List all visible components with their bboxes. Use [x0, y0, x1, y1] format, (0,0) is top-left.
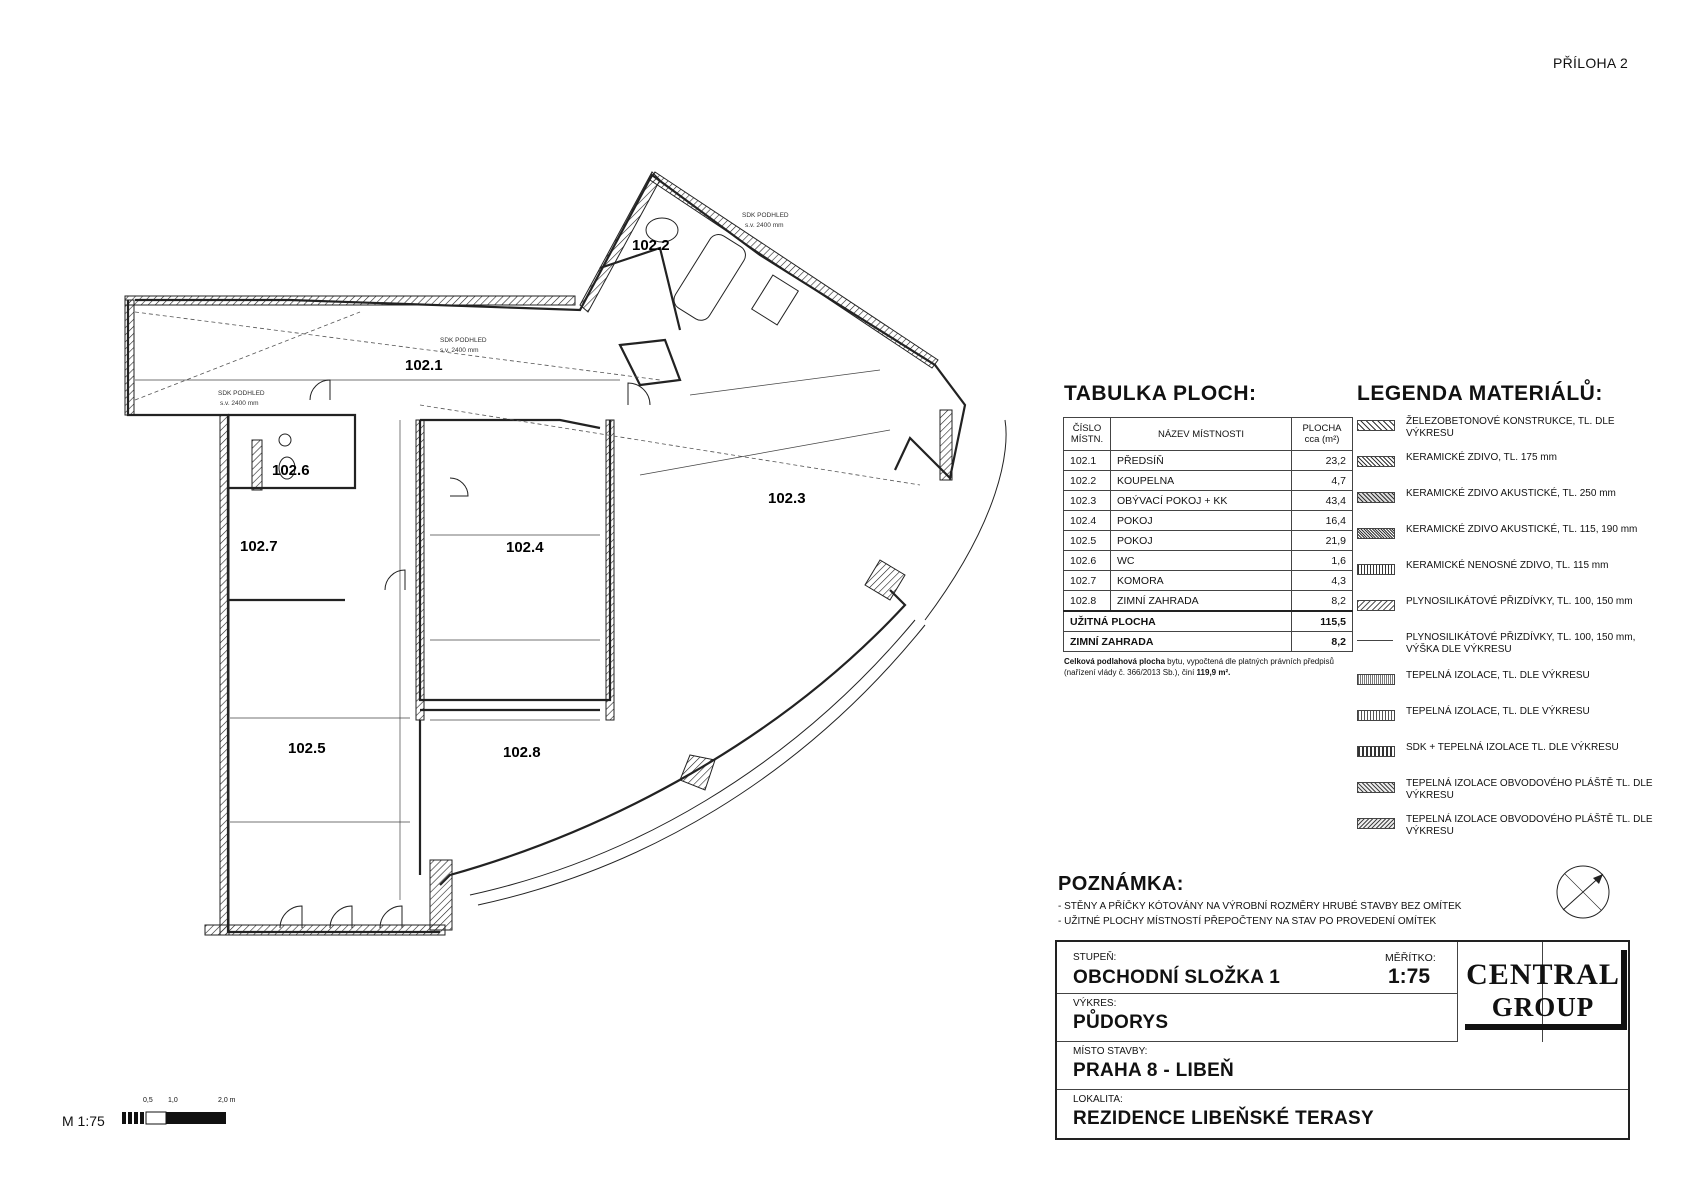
sdk-note-height: s.v. 2400 mm: [220, 400, 259, 407]
sdk-note-height: s.v. 2400 mm: [440, 347, 479, 354]
room-area: 4,3: [1292, 571, 1353, 591]
table-header-row: [1064, 418, 1353, 451]
legend-swatch: [1357, 564, 1395, 575]
legend-item: [1357, 670, 1657, 700]
legend-item: [1357, 706, 1657, 736]
floor-plan: [0, 0, 1060, 960]
total-area-value: 119,9 m².: [1196, 668, 1231, 677]
room-number: 102.4: [1064, 511, 1111, 531]
room-number: 102.6: [1064, 551, 1111, 571]
title-block-drawing: [1057, 994, 1457, 1042]
legend-swatch: [1357, 492, 1395, 503]
title-block-location: [1057, 1090, 1457, 1138]
legend-text: KERAMICKÉ ZDIVO AKUSTICKÉ, TL. 250 mm: [1406, 488, 1616, 499]
location-value: REZIDENCE LIBEŇSKÉ TERASY: [1073, 1108, 1374, 1129]
room-label-102-8: 102.8: [503, 744, 541, 761]
legend-item: [1357, 778, 1657, 808]
location-caption: LOKALITA:: [1073, 1094, 1123, 1105]
usable-area-label: UŽITNÁ PLOCHA: [1064, 611, 1292, 632]
table-row: [1064, 511, 1353, 531]
site-caption: MÍSTO STAVBY:: [1073, 1046, 1148, 1057]
table-row: [1064, 451, 1353, 471]
sdk-note-height: s.v. 2400 mm: [745, 222, 784, 229]
area-table: [1063, 417, 1353, 652]
legend-title: LEGENDA MATERIÁLŮ:: [1357, 382, 1603, 405]
stage-value: OBCHODNÍ SLOŽKA 1: [1073, 967, 1281, 988]
legend-swatch: [1357, 818, 1395, 829]
total-area-note-bold: Celková podlahová plocha: [1064, 657, 1165, 666]
legend-item: [1357, 488, 1657, 518]
site-value: PRAHA 8 - LIBEŇ: [1073, 1060, 1235, 1081]
logo-text-line1: CENTRAL: [1466, 958, 1620, 991]
logo-text-line2: GROUP: [1491, 992, 1595, 1022]
room-name: POKOJ: [1111, 531, 1292, 551]
room-number: 102.8: [1064, 591, 1111, 612]
legend-text: TEPELNÁ IZOLACE OBVODOVÉHO PLÁŠTĚ TL. DLE VÝKRESU: [1406, 778, 1653, 801]
legend-item: [1357, 560, 1657, 590]
room-name: OBÝVACÍ POKOJ + KK: [1111, 491, 1292, 511]
room-area: 21,9: [1292, 531, 1353, 551]
north-arrow-icon: [1553, 862, 1613, 922]
legend-swatch: [1357, 746, 1395, 757]
room-area: 23,2: [1292, 451, 1353, 471]
legend-swatch: [1357, 710, 1395, 721]
drawing-value: PŮDORYS: [1073, 1012, 1169, 1033]
scale-bar: [122, 1108, 232, 1128]
legend-swatch: [1357, 420, 1395, 431]
room-name: ZIMNÍ ZAHRADA: [1111, 591, 1292, 612]
room-name: WC: [1111, 551, 1292, 571]
room-number: 102.5: [1064, 531, 1111, 551]
legend-item: [1357, 524, 1657, 554]
legend-text: KERAMICKÉ ZDIVO AKUSTICKÉ, TL. 115, 190 mm: [1406, 524, 1638, 535]
table-row: [1064, 491, 1353, 511]
table-sum-row: [1064, 632, 1353, 652]
column-header-number: ČÍSLO MÍSTN.: [1064, 418, 1111, 451]
annex-label: PŘÍLOHA 2: [1553, 55, 1629, 71]
room-number: 102.2: [1064, 471, 1111, 491]
room-area: 43,4: [1292, 491, 1353, 511]
table-row: [1064, 571, 1353, 591]
usable-area-value: 115,5: [1292, 611, 1353, 632]
legend-item: [1357, 742, 1657, 772]
scale-bar-label: M 1:75: [62, 1113, 105, 1129]
room-number: 102.3: [1064, 491, 1111, 511]
legend-text: ŽELEZOBETONOVÉ KONSTRUKCE, TL. DLE VÝKRESU: [1406, 416, 1615, 439]
legend-text: TEPELNÁ IZOLACE, TL. DLE VÝKRESU: [1406, 706, 1590, 717]
room-label-102-7: 102.7: [240, 538, 278, 555]
note-line: - STĚNY A PŘÍČKY KÓTOVÁNY NA VÝROBNÍ ROZMĚRY HRUBÉ STAVBY BEZ OMÍTEK: [1058, 901, 1462, 912]
sdk-note: SDK PODHLED: [440, 337, 487, 344]
scale-tick-label: 2,0 m: [218, 1097, 236, 1104]
sdk-note: SDK PODHLED: [218, 390, 265, 397]
stage-caption: STUPEŇ:: [1073, 952, 1117, 963]
winter-garden-value: 8,2: [1292, 632, 1353, 652]
title-block-site: [1057, 1042, 1628, 1090]
total-area-note: [1064, 656, 1344, 678]
legend-text: KERAMICKÉ ZDIVO, TL. 175 mm: [1406, 452, 1557, 463]
table-row: [1064, 531, 1353, 551]
scale-tick-label: 1,0: [168, 1097, 178, 1104]
room-label-102-1: 102.1: [405, 357, 443, 374]
legend-swatch: [1357, 456, 1395, 467]
room-number: 102.7: [1064, 571, 1111, 591]
scale-tick-label: 0,5: [143, 1097, 153, 1104]
total-area-note-text: bytu, vypočtená dle platných právních předpisů (nařízení vlády č. 366/2013 Sb.), činí: [1064, 657, 1334, 677]
drawing-caption: VÝKRES:: [1073, 998, 1117, 1009]
legend-text: TEPELNÁ IZOLACE OBVODOVÉHO PLÁŠTĚ TL. DLE VÝKRESU: [1406, 814, 1653, 837]
legend-swatch: [1357, 528, 1395, 539]
room-area: 16,4: [1292, 511, 1353, 531]
legend-item: [1357, 814, 1657, 844]
legend-item: [1357, 632, 1657, 662]
table-row: [1064, 471, 1353, 491]
room-label-102-5: 102.5: [288, 740, 326, 757]
legend-swatch: [1357, 674, 1395, 685]
legend-text: KERAMICKÉ NENOSNÉ ZDIVO, TL. 115 mm: [1406, 560, 1609, 571]
sdk-note: SDK PODHLED: [742, 212, 789, 219]
room-number: 102.1: [1064, 451, 1111, 471]
scale-caption: MĚŘÍTKO:: [1385, 952, 1436, 964]
legend-text: PLYNOSILIKÁTOVÉ PŘIZDÍVKY, TL. 100, 150 mm, VÝŠKA DLE VÝKRESU: [1406, 632, 1636, 655]
note-line: - UŽITNÉ PLOCHY MÍSTNOSTÍ PŘEPOČTENY NA STAV PO PROVEDENÍ OMÍTEK: [1058, 916, 1437, 927]
legend-swatch: [1357, 600, 1395, 611]
legend-swatch: [1357, 782, 1395, 793]
legend-swatch: [1357, 640, 1393, 641]
room-label-102-6: 102.6: [272, 462, 310, 479]
scale-value: 1:75: [1388, 965, 1431, 988]
room-name: PŘEDSÍŇ: [1111, 451, 1292, 471]
winter-garden-label: ZIMNÍ ZAHRADA: [1064, 632, 1292, 652]
room-name: POKOJ: [1111, 511, 1292, 531]
room-area: 8,2: [1292, 591, 1353, 612]
table-sum-row: [1064, 611, 1353, 632]
room-label-102-3: 102.3: [768, 490, 806, 507]
column-header-name: NÁZEV MÍSTNOSTI: [1111, 418, 1292, 451]
column-header-area: PLOCHA cca (m²): [1292, 418, 1353, 451]
legend-text: TEPELNÁ IZOLACE, TL. DLE VÝKRESU: [1406, 670, 1590, 681]
room-area: 1,6: [1292, 551, 1353, 571]
table-row: [1064, 551, 1353, 571]
legend-text: PLYNOSILIKÁTOVÉ PŘIZDÍVKY, TL. 100, 150 mm: [1406, 596, 1633, 607]
central-group-logo: [1465, 950, 1627, 1030]
table-row: [1064, 591, 1353, 612]
legend-item: [1357, 596, 1657, 626]
note-title: POZNÁMKA:: [1058, 873, 1184, 895]
room-area: 4,7: [1292, 471, 1353, 491]
room-name: KOMORA: [1111, 571, 1292, 591]
title-block-divider: [1457, 942, 1458, 1042]
legend-item: [1357, 416, 1657, 446]
area-table-title: TABULKA PLOCH:: [1064, 382, 1257, 405]
room-label-102-2: 102.2: [632, 237, 670, 254]
room-label-102-4: 102.4: [506, 539, 544, 556]
legend-text: SDK + TEPELNÁ IZOLACE TL. DLE VÝKRESU: [1406, 742, 1619, 753]
room-name: KOUPELNA: [1111, 471, 1292, 491]
legend-item: [1357, 452, 1657, 482]
